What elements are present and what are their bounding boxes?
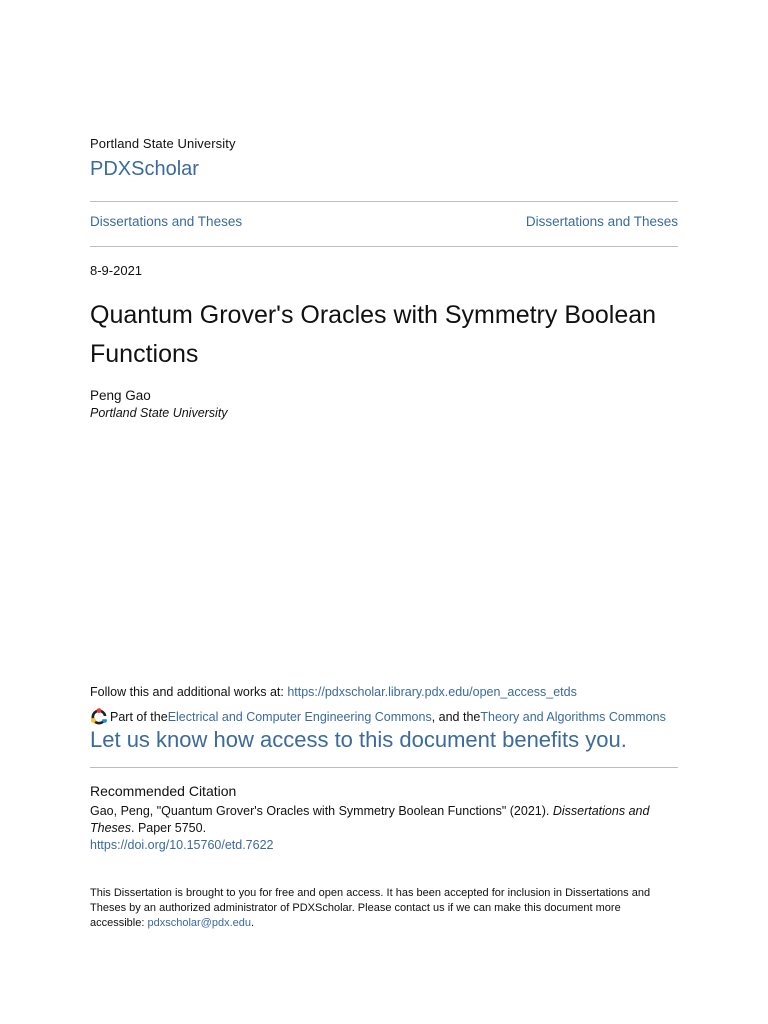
- collection-link-right[interactable]: Dissertations and Theses: [525, 214, 678, 229]
- top-divider: [90, 201, 678, 202]
- institution-name: Portland State University: [90, 136, 236, 151]
- cover-page: [90, 0, 678, 1024]
- author-affiliation: Portland State University: [90, 406, 228, 420]
- citation-text: [90, 803, 678, 837]
- benefit-feedback-link[interactable]: Let us know how access to this document benefits you.: [90, 727, 627, 752]
- document-title: Quantum Grover's Oracles with Symmetry Boolean Functions: [90, 301, 657, 368]
- footer-end: .: [251, 917, 255, 929]
- collection-link-left[interactable]: Dissertations and Theses: [90, 214, 243, 229]
- follow-prefix: Follow this and additional works at:: [90, 685, 288, 699]
- doi-link[interactable]: https://doi.org/10.15760/etd.7622: [90, 838, 274, 852]
- citation-divider: [90, 767, 678, 768]
- part-of-prefix: Part of the: [110, 710, 168, 724]
- follow-url-link[interactable]: https://pdxscholar.library.pdx.edu/open_access_etds: [287, 685, 577, 699]
- ece-commons-link[interactable]: Electrical and Computer Engineering Commons: [167, 710, 432, 724]
- footer-text: This Dissertation is brought to you for free and open access. It has been accepted for inclusion in Dissertations and Theses by an authorized administrator of PDXScholar. Please contact us if we can make this document more accessible:: [90, 887, 651, 929]
- contact-email-link[interactable]: pdxscholar@pdx.edu: [147, 917, 251, 929]
- publication-date: 8-9-2021: [90, 263, 143, 278]
- creative-commons-network-icon: [90, 708, 108, 726]
- nav-divider: [90, 246, 678, 247]
- citation-italic: Dissertations and Theses: [90, 804, 650, 835]
- part-of-middle: , and the: [431, 710, 481, 724]
- citation-plain: Gao, Peng, "Quantum Grover's Oracles with Symmetry Boolean Functions" (2021).: [90, 804, 553, 818]
- follow-line: [90, 685, 577, 699]
- part-of-line: [90, 708, 666, 726]
- breadcrumb-nav: [90, 214, 678, 229]
- citation-heading: Recommended Citation: [90, 783, 237, 799]
- repository-link[interactable]: PDXScholar: [90, 158, 199, 180]
- theory-algorithms-commons-link[interactable]: Theory and Algorithms Commons: [480, 710, 666, 724]
- citation-tail: . Paper 5750.: [131, 821, 207, 835]
- access-footer: [90, 886, 678, 931]
- author-name: Peng Gao: [90, 388, 151, 403]
